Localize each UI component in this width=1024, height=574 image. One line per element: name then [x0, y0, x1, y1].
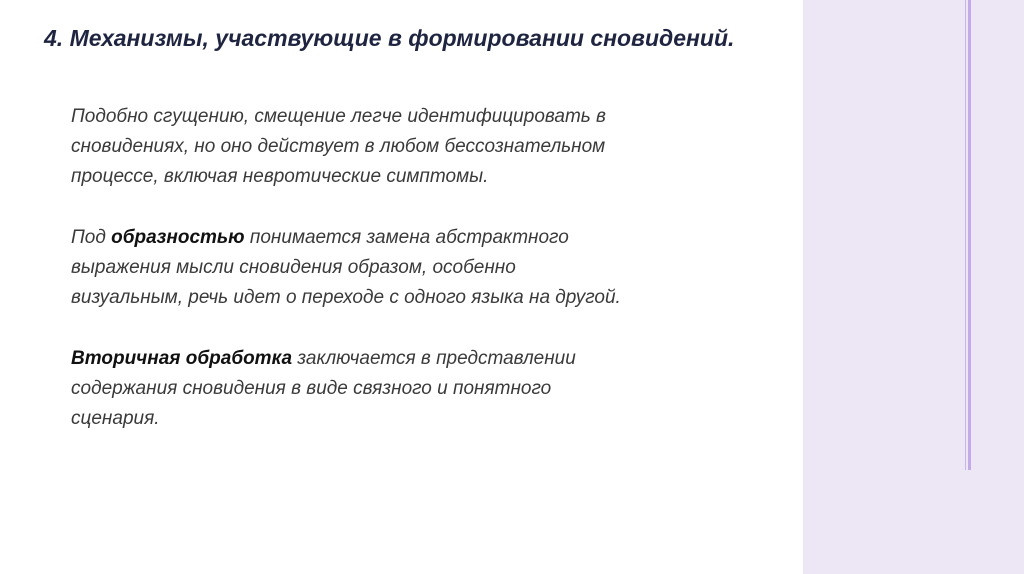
paragraph-text: заключается в представлении [292, 348, 576, 369]
paragraph-imagery [71, 223, 771, 313]
side-accent-line [968, 0, 971, 470]
term-imagery: образностью [111, 227, 245, 248]
paragraph-line: содержания сновидения в виде связного и понятного [71, 378, 552, 399]
slide-title: 4. Механизмы, участвующие в формировании сновидений. [44, 25, 735, 51]
paragraph-line [71, 344, 771, 374]
paragraph-line: процессе, включая невротические симптомы. [71, 166, 489, 187]
side-panel [803, 0, 1024, 574]
paragraph-displacement [71, 102, 771, 192]
paragraph-secondary-revision [71, 344, 771, 434]
side-accent-line-thin [965, 0, 966, 470]
term-secondary-revision: Вторичная обработка [71, 348, 293, 369]
paragraph-text: понимается замена абстрактного [244, 227, 569, 248]
paragraph-line: визуальным, речь идет о переходе с одного языка на другой. [71, 287, 621, 308]
paragraph-line [71, 223, 771, 253]
paragraph-text: Под [71, 227, 112, 248]
slide-content [71, 102, 771, 465]
paragraph-line: Подобно сгущению, смещение легче идентифицировать в [71, 106, 606, 127]
paragraph-line: выражения мысли сновидения образом, особенно [71, 257, 516, 278]
paragraph-line: сновидениях, но оно действует в любом бессознательном [71, 136, 606, 157]
paragraph-line: сценария. [71, 408, 160, 429]
